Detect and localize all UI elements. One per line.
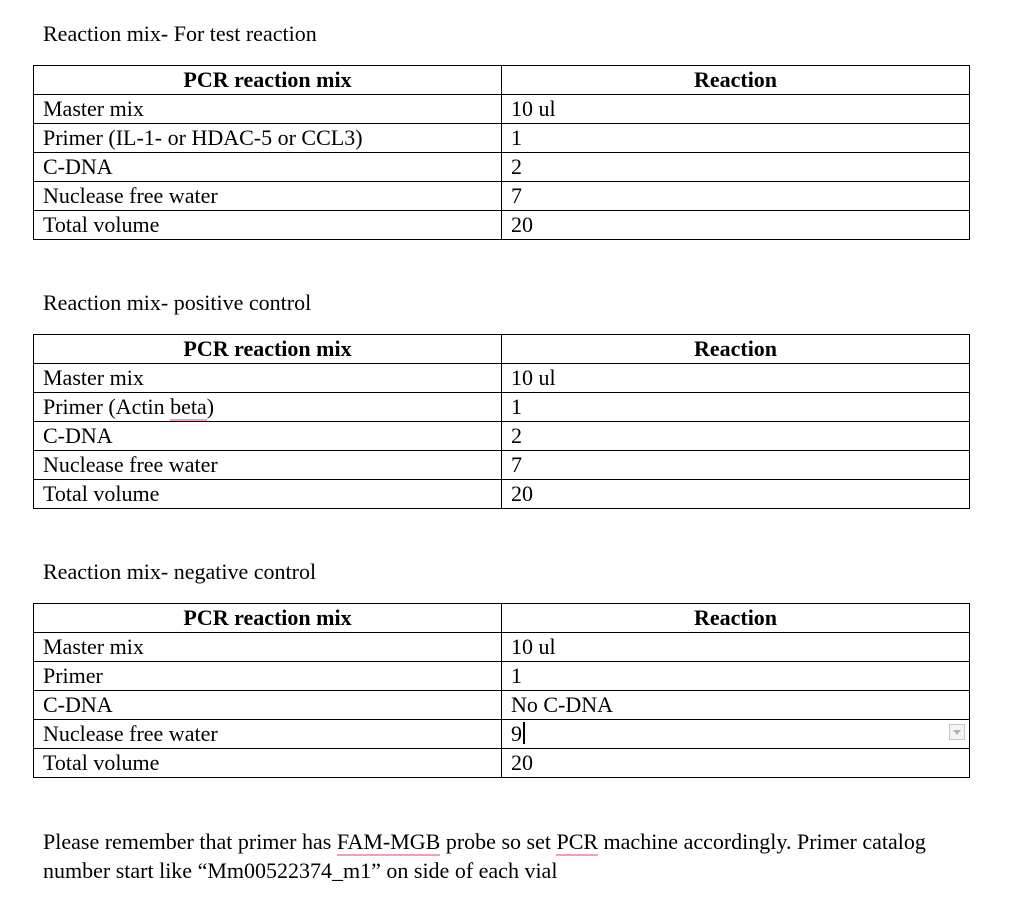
table-cell[interactable]: 7 <box>502 451 970 480</box>
header-cell[interactable]: PCR reaction mix <box>34 604 502 633</box>
table-cell[interactable]: Nuclease free water <box>34 182 502 211</box>
header-cell[interactable]: Reaction <box>502 335 970 364</box>
table-cell[interactable]: C-DNA <box>34 691 502 720</box>
table-cell[interactable]: C-DNA <box>34 153 502 182</box>
section-title-negative: Reaction mix- negative control <box>43 559 317 584</box>
note-text: machine accordingly. Primer catalog number start like “Mm00522374_m1” on side of each vial <box>43 829 926 883</box>
table-cell[interactable]: 1 <box>502 662 970 691</box>
primer-text-close: ) <box>206 394 215 419</box>
table-cell[interactable]: Total volume <box>34 480 502 509</box>
table-cell[interactable]: Primer <box>34 662 502 691</box>
table-header-row <box>34 335 970 364</box>
table-header-row <box>34 604 970 633</box>
header-cell[interactable]: Reaction <box>502 66 970 95</box>
table-cell[interactable]: 10 ul <box>502 633 970 662</box>
section-title-test: Reaction mix- For test reaction <box>43 21 317 46</box>
table-cell[interactable]: Master mix <box>34 95 502 124</box>
table-row <box>34 182 970 211</box>
spellcheck-word[interactable]: PCR <box>556 829 599 854</box>
table-cell[interactable]: Primer (IL-1- or HDAC-5 or CCL3) <box>34 124 502 153</box>
header-cell[interactable]: PCR reaction mix <box>34 66 502 95</box>
section-title-positive: Reaction mix- positive control <box>43 290 312 315</box>
table-cell[interactable] <box>34 393 502 422</box>
table-row <box>34 364 970 393</box>
test-reaction-table <box>33 65 970 240</box>
table-cell[interactable]: Master mix <box>34 364 502 393</box>
table-row <box>34 393 970 422</box>
negative-control-table <box>33 603 970 778</box>
primer-text: Primer (Actin <box>43 394 171 419</box>
table-cell[interactable]: Nuclease free water <box>34 720 502 749</box>
chevron-down-icon[interactable] <box>949 724 965 740</box>
table-row <box>34 124 970 153</box>
table-cell[interactable]: 1 <box>502 393 970 422</box>
table-cell[interactable]: No C-DNA <box>502 691 970 720</box>
table-row <box>34 720 970 749</box>
table-row <box>34 422 970 451</box>
note-text: Please remember that primer has <box>43 829 337 854</box>
instruction-note <box>43 827 983 885</box>
table-cell[interactable]: 10 ul <box>502 95 970 124</box>
positive-control-table <box>33 334 970 509</box>
header-cell[interactable]: PCR reaction mix <box>34 335 502 364</box>
table-cell[interactable]: 1 <box>502 124 970 153</box>
table-row <box>34 662 970 691</box>
table-cell[interactable]: C-DNA <box>34 422 502 451</box>
table-row <box>34 95 970 124</box>
table-cell[interactable]: Nuclease free water <box>34 451 502 480</box>
table-cell[interactable]: Master mix <box>34 633 502 662</box>
cell-value: 9 <box>511 721 522 746</box>
table-row <box>34 691 970 720</box>
table-header-row <box>34 66 970 95</box>
table-cell[interactable]: 20 <box>502 749 970 778</box>
table-cell[interactable]: 10 ul <box>502 364 970 393</box>
table-row <box>34 633 970 662</box>
table-cell[interactable]: 2 <box>502 422 970 451</box>
text-cursor <box>523 722 525 744</box>
active-table-cell[interactable] <box>502 720 970 749</box>
table-cell[interactable]: 7 <box>502 182 970 211</box>
table-cell[interactable]: Total volume <box>34 749 502 778</box>
table-row <box>34 153 970 182</box>
table-cell[interactable]: 20 <box>502 480 970 509</box>
table-cell[interactable]: 2 <box>502 153 970 182</box>
table-row <box>34 211 970 240</box>
table-cell[interactable]: Total volume <box>34 211 502 240</box>
note-text: probe so set <box>440 829 557 854</box>
table-row <box>34 749 970 778</box>
header-cell[interactable]: Reaction <box>502 604 970 633</box>
spellcheck-word[interactable]: beta <box>170 394 207 419</box>
spellcheck-word[interactable]: FAM-MGB <box>336 829 441 854</box>
table-row <box>34 451 970 480</box>
table-cell[interactable]: 20 <box>502 211 970 240</box>
table-row <box>34 480 970 509</box>
